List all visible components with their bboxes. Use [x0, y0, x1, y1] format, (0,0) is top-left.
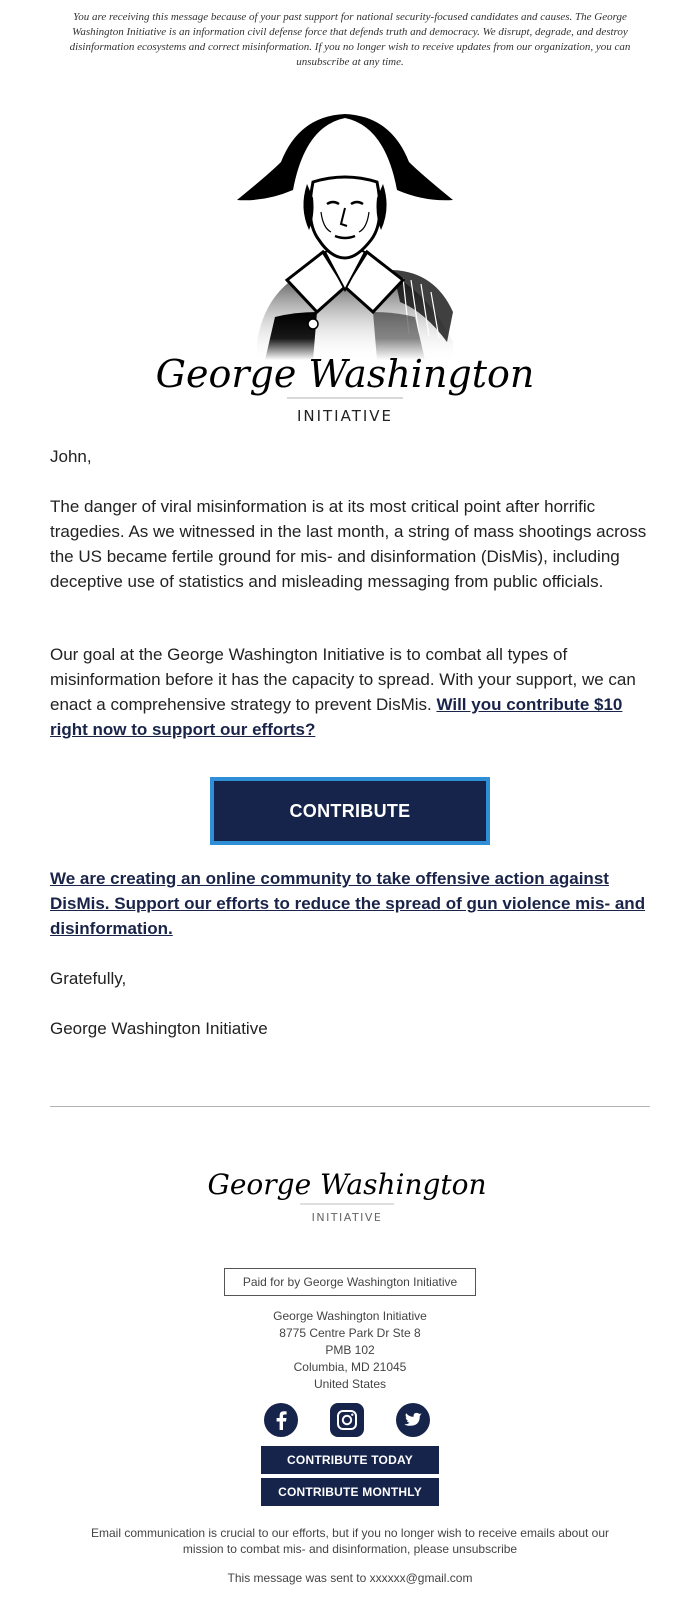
footer-logo-script-text: George Washington [207, 1168, 487, 1201]
address-line: 8775 Centre Park Dr Ste 8 [279, 1326, 421, 1340]
unsubscribe-note [80, 1525, 620, 1557]
sent-to-line [150, 1571, 550, 1585]
footer-divider [50, 1106, 650, 1107]
recipient-email: xxxxxx@gmail.com [369, 1571, 473, 1585]
washington-portrait-icon [155, 112, 535, 432]
facebook-icon[interactable] [264, 1403, 298, 1437]
paragraph-danger: The danger of viral misinformation is at its most critical point after horrific tragedies. As we witnessed in the last month, a string of mass shootings across the US became fertile ground for mis- and disinformation (DisMis), including deceptive use of statistics and misleading messaging from public officials. [50, 497, 647, 591]
twitter-icon[interactable] [396, 1403, 430, 1437]
paid-for-disclaimer: Paid for by George Washington Initiative [224, 1268, 476, 1296]
logo-script-text: George Washington [155, 352, 535, 396]
paragraph-goal-text: Our goal at the George Washington Initiative is to combat all types of misinformation before it has the capacity to spread. With your support, we can enact a comprehensive strategy to prevent DisMis. [50, 645, 636, 714]
address-line: PMB 102 [325, 1343, 375, 1357]
greeting: John, [50, 447, 92, 466]
paragraph-goal [50, 642, 650, 742]
unsubscribe-note-text[interactable]: Email communication is crucial to our efforts, but if you no longer wish to receive emails about our mission to combat mis- and disinformation, please unsubscribe [90, 1526, 610, 1556]
footer-logo [207, 1164, 487, 1226]
contribute-10-link[interactable]: Will you contribute $10 right now to support our efforts? [50, 695, 623, 739]
signoff: Gratefully, [50, 969, 127, 988]
contribute-button[interactable]: CONTRIBUTE [210, 777, 490, 845]
social-links [264, 1403, 436, 1439]
online-community-link[interactable]: We are creating an online community to take offensive action against DisMis. Support our efforts to reduce the spread of gun violence mis- and disinformation. [50, 869, 646, 938]
contribute-today-button[interactable]: CONTRIBUTE TODAY [261, 1446, 439, 1474]
address-line: United States [313, 1377, 387, 1391]
address-line: Columbia, MD 21045 [293, 1360, 407, 1374]
mailing-address [200, 1308, 500, 1393]
instagram-icon[interactable] [330, 1403, 364, 1437]
logo-subtitle-text: INITIATIVE [296, 407, 394, 425]
footer-logo-subtitle-text: INITIATIVE [311, 1211, 383, 1224]
address-line: George Washington Initiative [273, 1309, 427, 1323]
signature: George Washington Initiative [50, 1019, 268, 1038]
george-washington-initiative-logo [155, 112, 535, 432]
sent-to-prefix: This message was sent to [227, 1571, 370, 1585]
footer-logo-graphic [207, 1164, 487, 1226]
preheader-text: You are receiving this message because of your past support for national security-focused candidates and causes. The George Washington Initiative is an information civil defense force that defends truth and democracy. We disrupt, degrade, and destroy disinformation ecosystems and correct misinformation. If you no longer wish to receive updates from our organization, you can unsubscribe at any time. [69, 11, 631, 68]
contribute-monthly-button[interactable]: CONTRIBUTE MONTHLY [261, 1478, 439, 1506]
